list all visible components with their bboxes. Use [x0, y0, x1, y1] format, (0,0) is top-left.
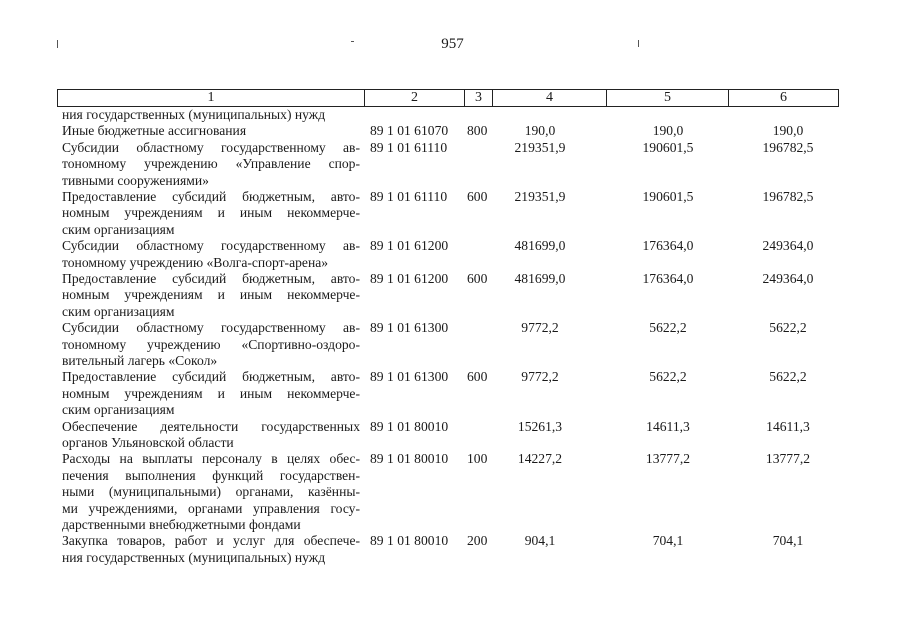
row-code: 89 1 01 61070 — [370, 123, 449, 139]
table-row — [0, 107, 905, 123]
row-value-col6: 196782,5 — [762, 139, 814, 155]
table-body — [0, 107, 905, 566]
row-expense-kind: 200 — [467, 533, 488, 549]
row-value-col5: 13777,2 — [645, 451, 691, 467]
table-header-row — [57, 89, 839, 107]
row-description — [62, 320, 360, 369]
description-line: Расходы на выплаты персоналу в целях обес- — [62, 451, 360, 467]
table-row — [0, 451, 905, 533]
row-expense-kind: 600 — [467, 188, 488, 204]
row-expense-kind: 800 — [467, 123, 488, 139]
description-line: дарственными внебюджетными фондами — [62, 516, 301, 532]
row-value-col6: 196782,5 — [762, 188, 814, 204]
row-description — [62, 451, 360, 533]
page-number: 957 — [441, 36, 464, 52]
row-value-col5: 190601,5 — [642, 139, 694, 155]
row-value-col6: 704,1 — [772, 533, 804, 549]
description-line: Предоставление субсидий бюджетным, авто- — [62, 188, 360, 204]
row-value-col5: 190,0 — [652, 123, 684, 139]
scan-mark — [351, 41, 354, 42]
row-code: 89 1 01 61300 — [370, 320, 449, 336]
row-value-col5: 704,1 — [652, 533, 684, 549]
description-line: тономному учреждению «Управление спор- — [62, 156, 360, 172]
description-line: вительный лагерь «Сокол» — [62, 352, 218, 368]
header-col-5: 5 — [607, 90, 729, 106]
table-row — [0, 320, 905, 369]
table-row — [0, 419, 905, 452]
table-row — [0, 123, 905, 139]
description-line: Субсидии областному государственному ав- — [62, 139, 360, 155]
description-line: Предоставление субсидий бюджетным, авто- — [62, 369, 360, 385]
description-line: Субсидии областному государственному ав- — [62, 320, 360, 336]
row-code: 89 1 01 61200 — [370, 270, 449, 286]
row-value-col6: 14611,3 — [766, 418, 810, 434]
row-expense-kind: 100 — [467, 451, 488, 467]
row-code: 89 1 01 61110 — [370, 188, 448, 204]
row-value-col5: 176364,0 — [642, 238, 694, 254]
description-line: тономному учреждению «Спортивно-оздоро- — [62, 336, 360, 352]
header-col-4: 4 — [493, 90, 607, 106]
description-line: органов Ульяновской области — [62, 434, 234, 450]
row-value-col6: 249364,0 — [762, 270, 814, 286]
row-value-col4: 219351,9 — [514, 188, 566, 204]
table-row — [0, 369, 905, 418]
row-value-col4: 14227,2 — [517, 451, 563, 467]
description-line: Закупка товаров, работ и услуг для обеспече- — [62, 533, 360, 549]
row-description — [62, 369, 360, 418]
row-value-col5: 176364,0 — [642, 270, 694, 286]
row-code: 89 1 01 61200 — [370, 238, 449, 254]
row-value-col4: 481699,0 — [514, 270, 566, 286]
row-value-col6: 190,0 — [772, 123, 804, 139]
row-value-col4: 219351,9 — [514, 139, 566, 155]
row-value-col4: 9772,2 — [521, 369, 559, 385]
row-description — [62, 123, 360, 139]
row-description — [62, 238, 360, 271]
row-description — [62, 271, 360, 320]
row-value-col6: 5622,2 — [769, 369, 807, 385]
row-description — [62, 533, 360, 566]
table-row — [0, 271, 905, 320]
description-line: печения выполнения функций государствен- — [62, 467, 360, 483]
description-line: Иные бюджетные ассигнования — [62, 123, 247, 139]
description-line: номным учреждениям и иным некоммерче- — [62, 385, 360, 401]
row-value-col6: 249364,0 — [762, 238, 814, 254]
description-line: ским организациям — [62, 402, 175, 418]
scan-mark — [638, 40, 639, 47]
description-line: Обеспечение деятельности государственных — [62, 418, 360, 434]
row-code: 89 1 01 80010 — [370, 418, 449, 434]
row-value-col6: 5622,2 — [769, 320, 807, 336]
row-value-col5: 14611,3 — [646, 418, 690, 434]
row-code: 89 1 01 61300 — [370, 369, 449, 385]
row-value-col4: 904,1 — [524, 533, 556, 549]
description-line: ским организациям — [62, 303, 175, 319]
table-row — [0, 533, 905, 566]
description-line: тономному учреждению «Волга-спорт-арена» — [62, 254, 329, 270]
description-line: Субсидии областному государственному ав- — [62, 238, 360, 254]
header-col-1: 1 — [58, 90, 365, 106]
description-line: ми учреждениями, органами управления госу- — [62, 500, 360, 516]
row-expense-kind: 600 — [467, 270, 488, 286]
description-line: ским организациям — [62, 221, 175, 237]
description-line: ния государственных (муниципальных) нужд — [62, 549, 326, 565]
row-description — [62, 189, 360, 238]
row-description — [62, 107, 360, 123]
row-value-col5: 5622,2 — [649, 369, 687, 385]
description-line: номным учреждениям и иным некоммерче- — [62, 287, 360, 303]
description-line: ния государственных (муниципальных) нужд — [62, 107, 326, 122]
description-line: тивными сооружениями» — [62, 172, 209, 188]
description-line: номным учреждениям и иным некоммерче- — [62, 205, 360, 221]
description-line: ными (муниципальными) органами, казённы- — [62, 484, 360, 500]
description-line: Предоставление субсидий бюджетным, авто- — [62, 270, 360, 286]
row-code: 89 1 01 61110 — [370, 139, 448, 155]
row-value-col6: 13777,2 — [765, 451, 811, 467]
table-row — [0, 140, 905, 189]
scan-mark — [57, 40, 58, 48]
row-code: 89 1 01 80010 — [370, 451, 449, 467]
row-value-col4: 190,0 — [524, 123, 556, 139]
row-description — [62, 419, 360, 452]
table-row — [0, 189, 905, 238]
row-value-col4: 481699,0 — [514, 238, 566, 254]
header-col-6: 6 — [780, 90, 787, 105]
header-col-2: 2 — [365, 90, 465, 106]
row-code: 89 1 01 80010 — [370, 533, 449, 549]
row-expense-kind: 600 — [467, 369, 488, 385]
header-col-3: 3 — [465, 90, 493, 106]
row-value-col4: 9772,2 — [521, 320, 559, 336]
row-value-col5: 5622,2 — [649, 320, 687, 336]
row-description — [62, 140, 360, 189]
row-value-col5: 190601,5 — [642, 188, 694, 204]
table-row — [0, 238, 905, 271]
row-value-col4: 15261,3 — [517, 418, 563, 434]
